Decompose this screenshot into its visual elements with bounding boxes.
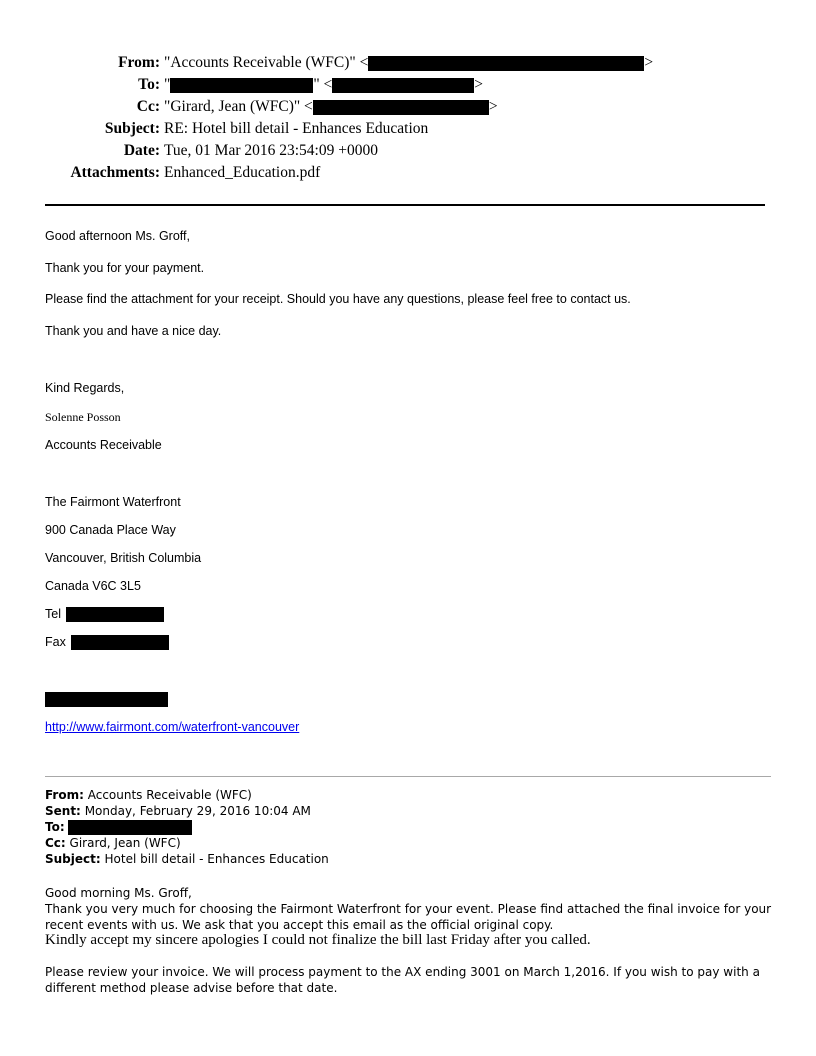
from-close: > bbox=[644, 54, 654, 71]
fax-label: Fax bbox=[45, 635, 66, 649]
cc-close: > bbox=[488, 98, 498, 115]
body-line-3: Thank you and have a nice day. bbox=[45, 324, 222, 338]
header-from-row bbox=[0, 52, 653, 74]
fwd-from-label: From: bbox=[45, 788, 84, 802]
redaction bbox=[332, 78, 474, 93]
subject-value: RE: Hotel bill detail - Enhances Education bbox=[164, 120, 429, 137]
tel-line bbox=[45, 607, 164, 622]
fwd-sent-value: Monday, February 29, 2016 10:04 AM bbox=[84, 804, 311, 818]
closing: Kind Regards, bbox=[45, 381, 125, 395]
fwd-subject-label: Subject: bbox=[45, 852, 101, 866]
fwd-sent-row bbox=[45, 803, 311, 819]
hotel-name: The Fairmont Waterfront bbox=[45, 495, 181, 509]
from-label: From: bbox=[118, 54, 160, 71]
fwd-from-value: Accounts Receivable (WFC) bbox=[87, 788, 252, 802]
header-to-row bbox=[0, 74, 483, 96]
fwd-greeting: Good morning Ms. Groff, bbox=[45, 886, 192, 900]
redaction bbox=[313, 100, 489, 115]
header-divider bbox=[45, 204, 765, 206]
signer-name: Solenne Posson bbox=[45, 410, 121, 424]
header-attachments-row bbox=[0, 162, 320, 184]
from-name: "Accounts Receivable (WFC)" < bbox=[164, 54, 369, 71]
redaction bbox=[368, 56, 644, 71]
fwd-apology: Kindly accept my sincere apologies I could not finalize the bill last Friday after you called. bbox=[45, 932, 591, 948]
date-value: Tue, 01 Mar 2016 23:54:09 +0000 bbox=[164, 142, 378, 159]
country-postal: Canada V6C 3L5 bbox=[45, 579, 141, 593]
fwd-cc-value: Girard, Jean (WFC) bbox=[69, 836, 181, 850]
fwd-paragraph-2: Please review your invoice. We will process payment to the AX ending 3001 on March 1,2016. If you wish to pay with a different method please advise before that date. bbox=[45, 965, 760, 995]
redaction bbox=[170, 78, 313, 93]
header-date-row bbox=[0, 140, 378, 162]
header-cc-row bbox=[0, 96, 498, 118]
attachments-label: Attachments: bbox=[70, 164, 160, 181]
body-line-2: Please find the attachment for your receipt. Should you have any questions, please feel free to contact us. bbox=[45, 292, 631, 306]
fwd-cc-label: Cc: bbox=[45, 836, 66, 850]
fwd-subject-row bbox=[45, 851, 329, 867]
redaction bbox=[45, 692, 168, 707]
fax-line bbox=[45, 635, 169, 650]
to-close: > bbox=[474, 76, 484, 93]
fwd-cc-row bbox=[45, 835, 181, 851]
fwd-paragraph-1: Thank you very much for choosing the Fairmont Waterfront for your event. Please find attached the final invoice for your recent events with us. We ask that you accept this email as the official original copy. bbox=[45, 902, 772, 932]
street-address: 900 Canada Place Way bbox=[45, 523, 176, 537]
body-line-1: Thank you for your payment. bbox=[45, 261, 205, 275]
city-province: Vancouver, British Columbia bbox=[45, 551, 202, 565]
fwd-subject-value: Hotel bill detail - Enhances Education bbox=[104, 852, 329, 866]
date-label: Date: bbox=[123, 142, 160, 159]
attachment-link[interactable]: Enhanced_Education.pdf bbox=[164, 164, 321, 181]
website-link[interactable]: http://www.fairmont.com/waterfront-vancouver bbox=[45, 720, 300, 734]
cc-name: "Girard, Jean (WFC)" < bbox=[164, 98, 313, 115]
subject-label: Subject: bbox=[104, 120, 160, 137]
forward-divider bbox=[45, 776, 771, 777]
redaction bbox=[68, 820, 192, 835]
redaction bbox=[71, 635, 169, 650]
redaction bbox=[66, 607, 164, 622]
fwd-from-row bbox=[45, 787, 252, 803]
fwd-sent-label: Sent: bbox=[45, 804, 81, 818]
greeting: Good afternoon Ms. Groff, bbox=[45, 229, 190, 243]
to-open: " bbox=[164, 76, 171, 93]
to-mid: " < bbox=[313, 76, 333, 93]
department: Accounts Receivable bbox=[45, 438, 162, 452]
fwd-to-label: To: bbox=[45, 820, 65, 834]
header-subject-row bbox=[0, 118, 428, 140]
tel-label: Tel bbox=[45, 607, 61, 621]
fwd-to-row bbox=[45, 819, 192, 835]
cc-label: Cc: bbox=[136, 98, 160, 115]
to-label: To: bbox=[138, 76, 160, 93]
